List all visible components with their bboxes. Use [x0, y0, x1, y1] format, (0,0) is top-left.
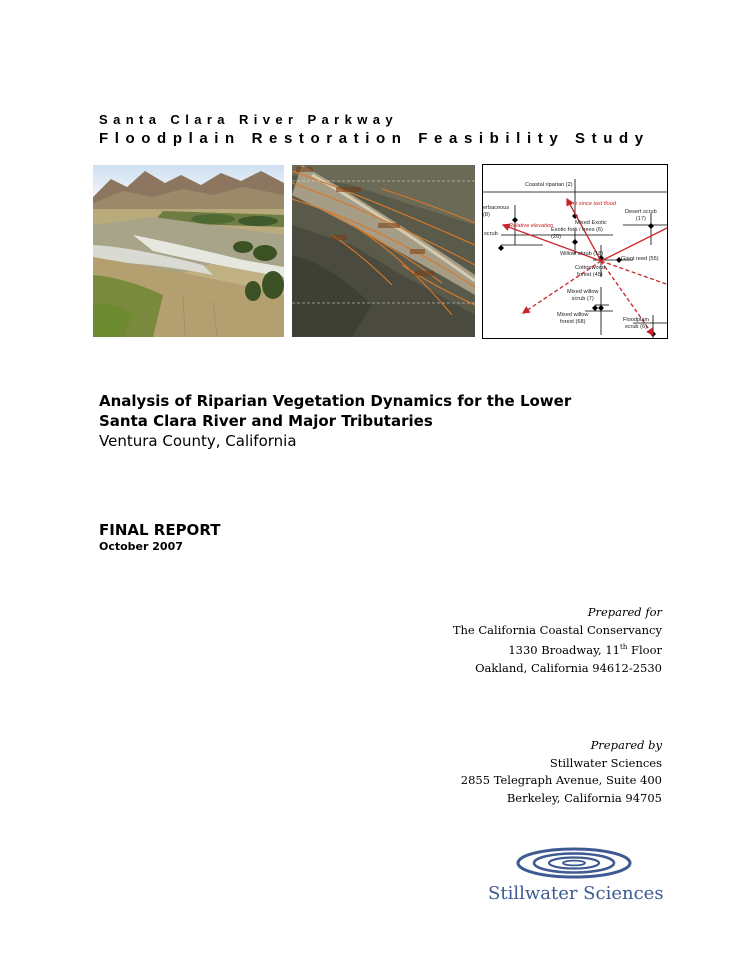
vegetation-succession-diagram: [482, 164, 668, 339]
label-desert-scrub: Desert scrub (17): [625, 209, 657, 222]
report-status: FINAL REPORT: [99, 521, 221, 539]
prepared-for-label: Prepared for: [587, 605, 662, 619]
label-herbaceous: erbaceous (8): [483, 205, 510, 218]
prepared-by-label: Prepared by: [590, 738, 662, 752]
series-title: Santa Clara River Parkway: [99, 112, 399, 127]
label-willow-shrub: Willow shrub (18): [560, 251, 604, 257]
prepared-for-block: [453, 604, 662, 677]
label-floodplain-scrub: Floodplain scrub (6): [623, 317, 649, 330]
label-coastal-riparian: Coastal riparian (2): [525, 182, 573, 188]
author-name: Stillwater Sciences: [549, 755, 662, 770]
prepared-by-block: [461, 737, 662, 807]
stillwater-logo: [488, 843, 664, 915]
label-scrub: scrub: [484, 231, 498, 237]
label-time-since-flood: Time since last flood: [565, 201, 616, 207]
ripple-logo-icon: [488, 843, 660, 883]
label-mixed-willow-scrub: Mixed willow scrub (7): [567, 289, 599, 302]
label-exotic-forb: Exotic forb / trees (6) (20): [551, 227, 603, 240]
client-city: Oakland, California 94612-2530: [475, 660, 662, 675]
report-location: Ventura County, California: [99, 432, 297, 450]
river-landscape-photo: [93, 165, 284, 337]
author-city: Berkeley, California 94705: [506, 790, 662, 805]
label-mixed-exotic: Mixed Exotic: [575, 220, 607, 226]
label-giant-reed: Giant reed (55): [621, 256, 659, 262]
report-date: October 2007: [99, 540, 183, 553]
label-cottonwood-forest: Cottonwood forest (45): [575, 265, 605, 278]
label-relative-elevation: Relative elevation: [509, 223, 554, 229]
label-mixed-willow-forest: Mixed willow forest (68): [557, 312, 589, 325]
logo-wordmark: Stillwater Sciences: [488, 883, 664, 904]
client-street: 1330 Broadway, 11th Floor: [508, 643, 662, 658]
aerial-vegetation-map: [292, 165, 475, 337]
author-street: 2855 Telegraph Avenue, Suite 400: [460, 773, 662, 788]
client-name: The California Coastal Conservancy: [452, 622, 662, 637]
report-title: Analysis of Riparian Vegetation Dynamics for the Lower Santa Clara River and Major Tributaries: [99, 392, 572, 430]
study-title: Floodplain Restoration Feasibility Study: [99, 130, 650, 147]
